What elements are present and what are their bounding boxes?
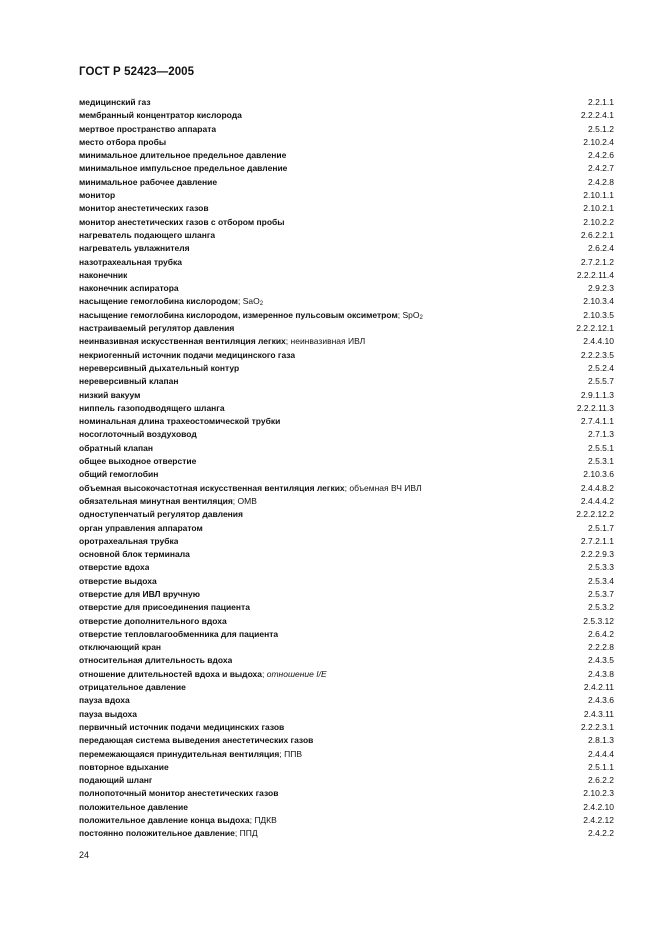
index-reference: 2.10.1.1 [583,190,614,201]
index-reference: 2.10.2.2 [583,216,614,227]
index-term-cell [79,123,216,136]
index-row [79,428,614,441]
index-reference: 2.2.2.9.3 [580,549,614,560]
index-term: нагреватель подающего шланга [79,229,216,240]
index-term-abbreviation: ОМВ [235,495,257,506]
index-term-cell [79,402,225,415]
index-reference: 2.2.2.8 [588,642,614,653]
index-reference: 2.4.3.6 [588,695,614,706]
index-row [79,202,614,215]
index-term: отверстие для ИВЛ вручную [79,588,200,599]
index-term-cell [79,202,209,215]
index-term: отверстие для присоединения пациента [79,602,250,613]
index-reference: 2.5.3.1 [588,456,614,467]
index-reference: 2.5.2.4 [588,362,614,373]
index-row [79,269,614,282]
index-row [79,561,614,574]
index-row [79,694,614,707]
index-reference: 2.10.3.5 [583,309,614,320]
index-term-cell [79,628,278,641]
index-row [79,229,614,242]
index-row [79,415,614,428]
index-reference: 2.4.2.8 [588,176,614,187]
index-row [79,522,614,535]
index-term-cell [79,561,149,574]
index-term-cell [79,548,190,561]
index-term-cell [79,149,286,162]
index-term: перемежающаяся принудительная вентиляция [79,748,280,759]
index-term: отверстие тепловлагообменника для пациента [79,628,279,639]
index-reference: 2.2.2.3.1 [580,721,614,732]
index-term-cell [79,282,179,295]
index-row [79,588,614,601]
index-term: отверстие вдоха [79,562,150,573]
index-reference: 2.2.2.11.3 [576,402,614,413]
index-term-abbreviation: SpO [400,309,420,320]
index-term-cell [79,242,190,255]
index-reference: 2.2.2.11.4 [576,269,614,280]
index-reference: 2.2.2.3.5 [580,349,614,360]
index-reference: 2.5.3.12 [583,615,614,626]
page-number: 24 [79,850,90,860]
term-index [79,96,614,841]
index-row [79,402,614,415]
index-term-cell [79,734,313,747]
index-term-cell [79,721,284,734]
index-term: нереверсивный клапан [79,376,179,387]
index-reference: 2.5.1.1 [588,761,614,772]
index-term-cell [79,814,277,827]
index-row [79,615,614,628]
index-term: монитор анестетических газов с отбором пробы [79,216,285,227]
index-reference: 2.7.2.1.2 [580,256,614,267]
index-reference: 2.7.1.3 [588,429,614,440]
index-term: основной блок терминала [79,549,190,560]
index-row [79,362,614,375]
index-row [79,309,614,322]
index-reference: 2.9.1.1.3 [580,389,614,400]
index-term-cell [79,349,295,362]
index-term: повторное вдыхание [79,761,169,772]
index-term-cell [79,761,169,774]
index-term-cell [79,774,152,787]
index-row [79,282,614,295]
index-term: место отбора пробы [79,136,167,147]
index-reference: 2.5.1.7 [588,522,614,533]
index-reference: 2.6.2.2 [588,775,614,786]
index-term-cell [79,415,280,428]
index-reference: 2.4.3.5 [588,655,614,666]
index-term-separator: ; [397,309,401,320]
index-reference: 2.2.2.4.1 [580,110,614,121]
index-reference: 2.5.5.7 [588,376,614,387]
index-reference: 2.4.2.11 [583,682,614,693]
index-reference: 2.9.2.3 [588,283,614,294]
index-term-abbreviation: ПДКВ [251,815,277,826]
index-reference: 2.7.2.1.1 [580,535,614,546]
index-term: минимальное длительное предельное давление [79,150,287,161]
index-term-cell [79,362,239,375]
index-term-cell [79,162,287,175]
index-row [79,668,614,681]
index-reference: 2.6.4.2 [588,628,614,639]
index-term: нагреватель увлажнителя [79,243,190,254]
index-row [79,136,614,149]
index-row [79,455,614,468]
index-term: оротрахеальная трубка [79,535,179,546]
index-term: положительное давление [79,801,189,812]
index-term: насыщение гемоглобина кислородом [79,296,238,307]
index-term: назотрахеальная трубка [79,256,183,267]
index-term: минимальное рабочее давление [79,176,218,187]
index-row [79,601,614,614]
index-term: орган управления аппаратом [79,522,203,533]
index-reference: 2.5.3.4 [588,575,614,586]
index-row [79,162,614,175]
index-term-cell [79,468,158,481]
index-term-cell [79,694,130,707]
index-term: настраиваемый регулятор давления [79,323,235,334]
index-term: неинвазивная искусственная вентиляция легких [79,336,286,347]
index-term-cell [79,827,258,840]
index-term-cell [79,216,285,229]
index-reference: 2.4.2.7 [588,163,614,174]
index-term: носоглоточный воздуховод [79,429,197,440]
index-row [79,575,614,588]
index-term: общее выходное отверстие [79,456,197,467]
index-term-abbreviation: ППВ [281,748,302,759]
document-header: ГОСТ Р 52423—2005 [79,66,195,78]
index-reference: 2.4.4.4 [588,748,614,759]
index-term-separator: ; [237,296,241,307]
index-row [79,149,614,162]
index-term: общий гемоглобин [79,469,159,480]
index-term: ниппель газоподводящего шланга [79,402,225,413]
index-term-cell [79,482,422,495]
index-term: обратный клапан [79,442,153,453]
index-row [79,123,614,136]
index-term: первичный источник подачи медицинских газов [79,721,285,732]
index-term: подающий шланг [79,775,153,786]
index-row [79,109,614,122]
index-term-subscript: 2 [419,314,423,321]
index-row [79,748,614,761]
index-term: монитор анестетических газов [79,203,209,214]
index-term-cell [79,375,178,388]
index-term: отверстие выдоха [79,575,157,586]
index-row [79,295,614,308]
index-row [79,375,614,388]
index-row [79,827,614,840]
index-reference: 2.5.3.2 [588,602,614,613]
index-row [79,508,614,521]
index-term-cell [79,322,234,335]
index-term: наконечник аспиратора [79,283,179,294]
index-reference: 2.5.1.2 [588,123,614,134]
index-term-cell [79,787,278,800]
index-term-cell [79,801,188,814]
index-term-abbreviation: SaO [240,296,260,307]
index-row [79,389,614,402]
index-term: монитор [79,190,116,201]
index-term: отношение длительностей вдоха и выдоха [79,668,263,679]
index-term-separator: ; [279,748,282,759]
index-term: передающая система выведения анестетических газов [79,735,314,746]
index-reference: 2.6.2.2.1 [580,229,614,240]
index-reference: 2.5.5.1 [588,442,614,453]
index-term-cell [79,495,257,508]
index-term: объемная высокочастотная искусственная вентиляция легких [79,482,345,493]
index-row [79,628,614,641]
index-reference: 2.10.2.4 [583,136,614,147]
index-row [79,242,614,255]
index-term-cell [79,641,161,654]
index-row [79,801,614,814]
index-term-abbreviation: отношение I/E [264,668,327,679]
index-reference: 2.10.3.6 [583,469,614,480]
index-reference: 2.10.3.4 [583,296,614,307]
index-row [79,814,614,827]
index-term: медицинский газ [79,97,151,107]
index-term-cell [79,136,166,149]
index-term-cell [79,269,127,282]
index-term: пауза выдоха [79,708,137,719]
index-row [79,176,614,189]
index-term-subscript: 2 [259,301,264,308]
index-term-cell [79,189,115,202]
index-term: одноступенчатый регулятор давления [79,509,243,520]
index-row [79,495,614,508]
index-term-cell [79,708,137,721]
index-reference: 2.10.2.1 [583,203,614,214]
index-term-cell [79,575,157,588]
index-term-cell [79,681,186,694]
index-row [79,787,614,800]
index-term: насыщение гемоглобина кислородом, измеренное пульсовым оксиметром [79,309,398,320]
index-term: мертвое пространство аппарата [79,123,217,134]
index-term: нереверсивный дыхательный контур [79,362,240,373]
index-term-cell [79,654,232,667]
index-row [79,761,614,774]
index-term: полнопоточный монитор анестетических газов [79,788,279,799]
index-term-cell [79,601,250,614]
index-term: положительное давление конца выдоха [79,815,250,826]
index-term: отключающий кран [79,642,162,653]
index-term-cell [79,588,200,601]
index-row [79,189,614,202]
index-term: некриогенный источник подачи медицинского газа [79,349,296,360]
index-term-separator: ; [249,815,252,826]
index-term: номинальная длина трахеостомической трубки [79,416,281,427]
index-term: отрицательное давление [79,682,186,693]
index-term-separator: ; [234,828,238,839]
index-term-cell [79,96,151,109]
index-reference: 2.4.2.2 [588,828,614,839]
index-row [79,681,614,694]
index-term-cell [79,442,153,455]
index-row [79,774,614,787]
index-row [79,349,614,362]
index-row [79,721,614,734]
index-reference: 2.2.2.12.1 [576,323,614,334]
index-reference: 2.7.4.1.1 [580,416,614,427]
index-term-cell [79,522,203,535]
index-reference: 2.4.4.8.2 [580,482,614,493]
index-term-cell [79,535,178,548]
index-reference: 2.4.2.6 [588,150,614,161]
index-reference: 2.4.2.10 [583,801,614,812]
index-row [79,548,614,561]
index-reference: 2.5.3.3 [588,562,614,573]
index-reference: 2.4.4.10 [583,336,614,347]
index-term-abbreviation: неинвазивная ИВЛ [288,336,366,347]
index-reference: 2.6.2.4 [588,243,614,254]
index-term: наконечник [79,269,128,280]
index-term: относительная длительность вдоха [79,655,233,666]
index-term-cell [79,455,196,468]
index-term-cell [79,229,215,242]
index-term-cell [79,668,327,681]
index-reference: 2.5.3.7 [588,588,614,599]
index-reference: 2.4.3.8 [588,668,614,679]
index-term: низкий вакуум [79,389,141,400]
index-row [79,96,614,109]
index-reference: 2.4.4.4.2 [580,495,614,506]
index-term-cell [79,389,140,402]
index-term: мембранный концентратор кислорода [79,110,242,121]
index-reference: 2.8.1.3 [588,735,614,746]
index-reference: 2.2.1.1 [588,97,614,107]
index-term-cell [79,109,242,122]
index-term: пауза вдоха [79,695,130,706]
index-term-cell [79,615,227,628]
index-row [79,335,614,348]
index-row [79,708,614,721]
index-term-cell [79,176,217,189]
index-term: постоянно положительное давление [79,828,235,839]
index-term-cell [79,428,197,441]
index-row [79,216,614,229]
index-reference: 2.2.2.12.2 [576,509,614,520]
index-row [79,654,614,667]
index-term-abbreviation: ППД [237,828,258,839]
index-term: отверстие дополнительного вдоха [79,615,227,626]
index-term-cell [79,256,182,269]
index-term-separator: ; [232,495,236,506]
index-term-separator: ; [262,668,265,679]
index-term-separator: ; [285,336,289,347]
index-term: обязательная минутная вентиляция [79,495,233,506]
index-row [79,641,614,654]
index-row [79,535,614,548]
index-reference: 2.4.2.12 [583,815,614,826]
index-row [79,442,614,455]
index-term-cell [79,748,302,761]
index-row [79,468,614,481]
index-term-cell [79,508,243,521]
index-term-cell [79,335,365,348]
index-row [79,256,614,269]
index-reference: 2.10.2.3 [583,788,614,799]
index-term: минимальное импульсное предельное давление [79,163,288,174]
index-term-separator: ; [344,482,348,493]
index-reference: 2.4.3.11 [583,708,614,719]
index-term-abbreviation: объемная ВЧ ИВЛ [347,482,422,493]
index-row [79,482,614,495]
index-row [79,734,614,747]
